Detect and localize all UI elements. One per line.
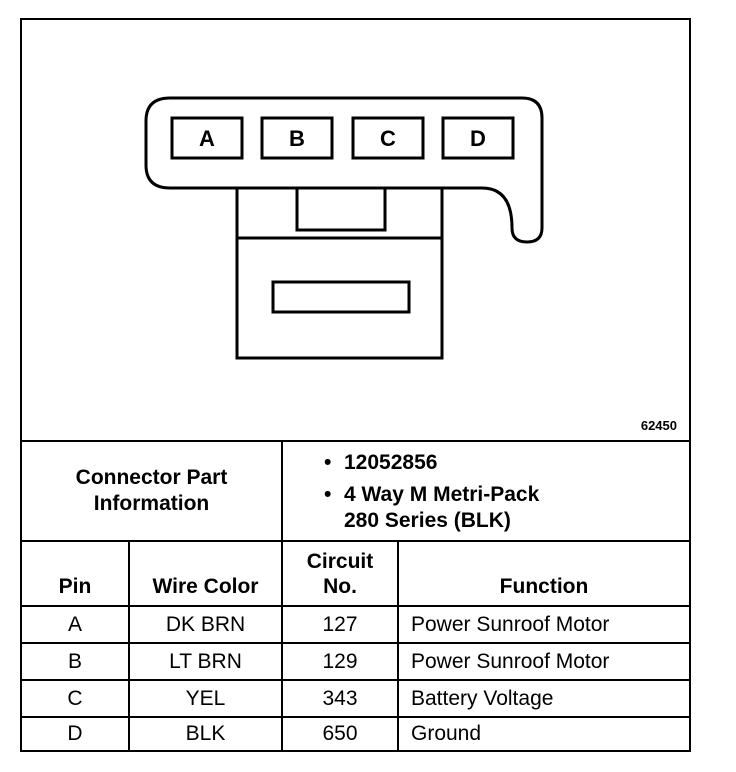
part-info-label-line2: Information (93, 492, 210, 515)
row-a-pin: A (67, 612, 82, 636)
connector-slot (273, 282, 409, 312)
connector-diagram (22, 20, 689, 440)
connector-frame (20, 18, 691, 752)
header-pin: Pin (58, 575, 92, 598)
row-a-function: Power Sunroof Motor (411, 612, 610, 636)
part-number: 12052856 (344, 451, 438, 474)
row-c-wire-color: YEL (185, 686, 226, 710)
bullet: • (324, 451, 332, 474)
row-d-pin: D (67, 722, 83, 745)
row-d-function: Ground (411, 722, 482, 745)
row-a-wire-color: DK BRN (165, 612, 246, 636)
row-c-function: Battery Voltage (411, 686, 554, 710)
header-circuit-line1: Circuit (306, 549, 374, 573)
part-info-label-line1: Connector Part (75, 466, 228, 489)
part-info-list (320, 450, 539, 534)
pin-label-d: D (470, 126, 486, 151)
row-b-function: Power Sunroof Motor (411, 649, 610, 673)
part-number-item (320, 450, 539, 476)
row-d-circuit: 650 (322, 722, 358, 745)
header-circuit (283, 542, 397, 605)
pin-label-b: B (289, 126, 305, 151)
part-info-label (22, 442, 281, 540)
pin-label-a: A (199, 126, 215, 151)
connector-housing (146, 98, 542, 242)
figure-number: 62450 (640, 418, 677, 433)
row-a-circuit: 127 (322, 612, 358, 636)
row-d-wire-color: BLK (185, 722, 226, 745)
pin-label-c: C (380, 126, 396, 151)
row-b-circuit: 129 (322, 649, 358, 673)
row-c-pin: C (67, 686, 83, 710)
row-b-pin: B (67, 649, 82, 673)
connector-latch (297, 188, 385, 230)
part-description-line1: 4 Way M Metri-Pack (344, 483, 540, 506)
header-function: Function (499, 575, 589, 598)
part-description-line2: 280 Series (BLK) (344, 509, 511, 532)
row-c-circuit: 343 (322, 686, 358, 710)
part-description-item (320, 482, 539, 534)
row-b-wire-color: LT BRN (169, 649, 242, 673)
connector-lower-body (237, 188, 442, 358)
header-wire-color: Wire Color (152, 575, 259, 598)
header-circuit-line2: No. (323, 574, 357, 598)
bullet: • (324, 483, 332, 506)
